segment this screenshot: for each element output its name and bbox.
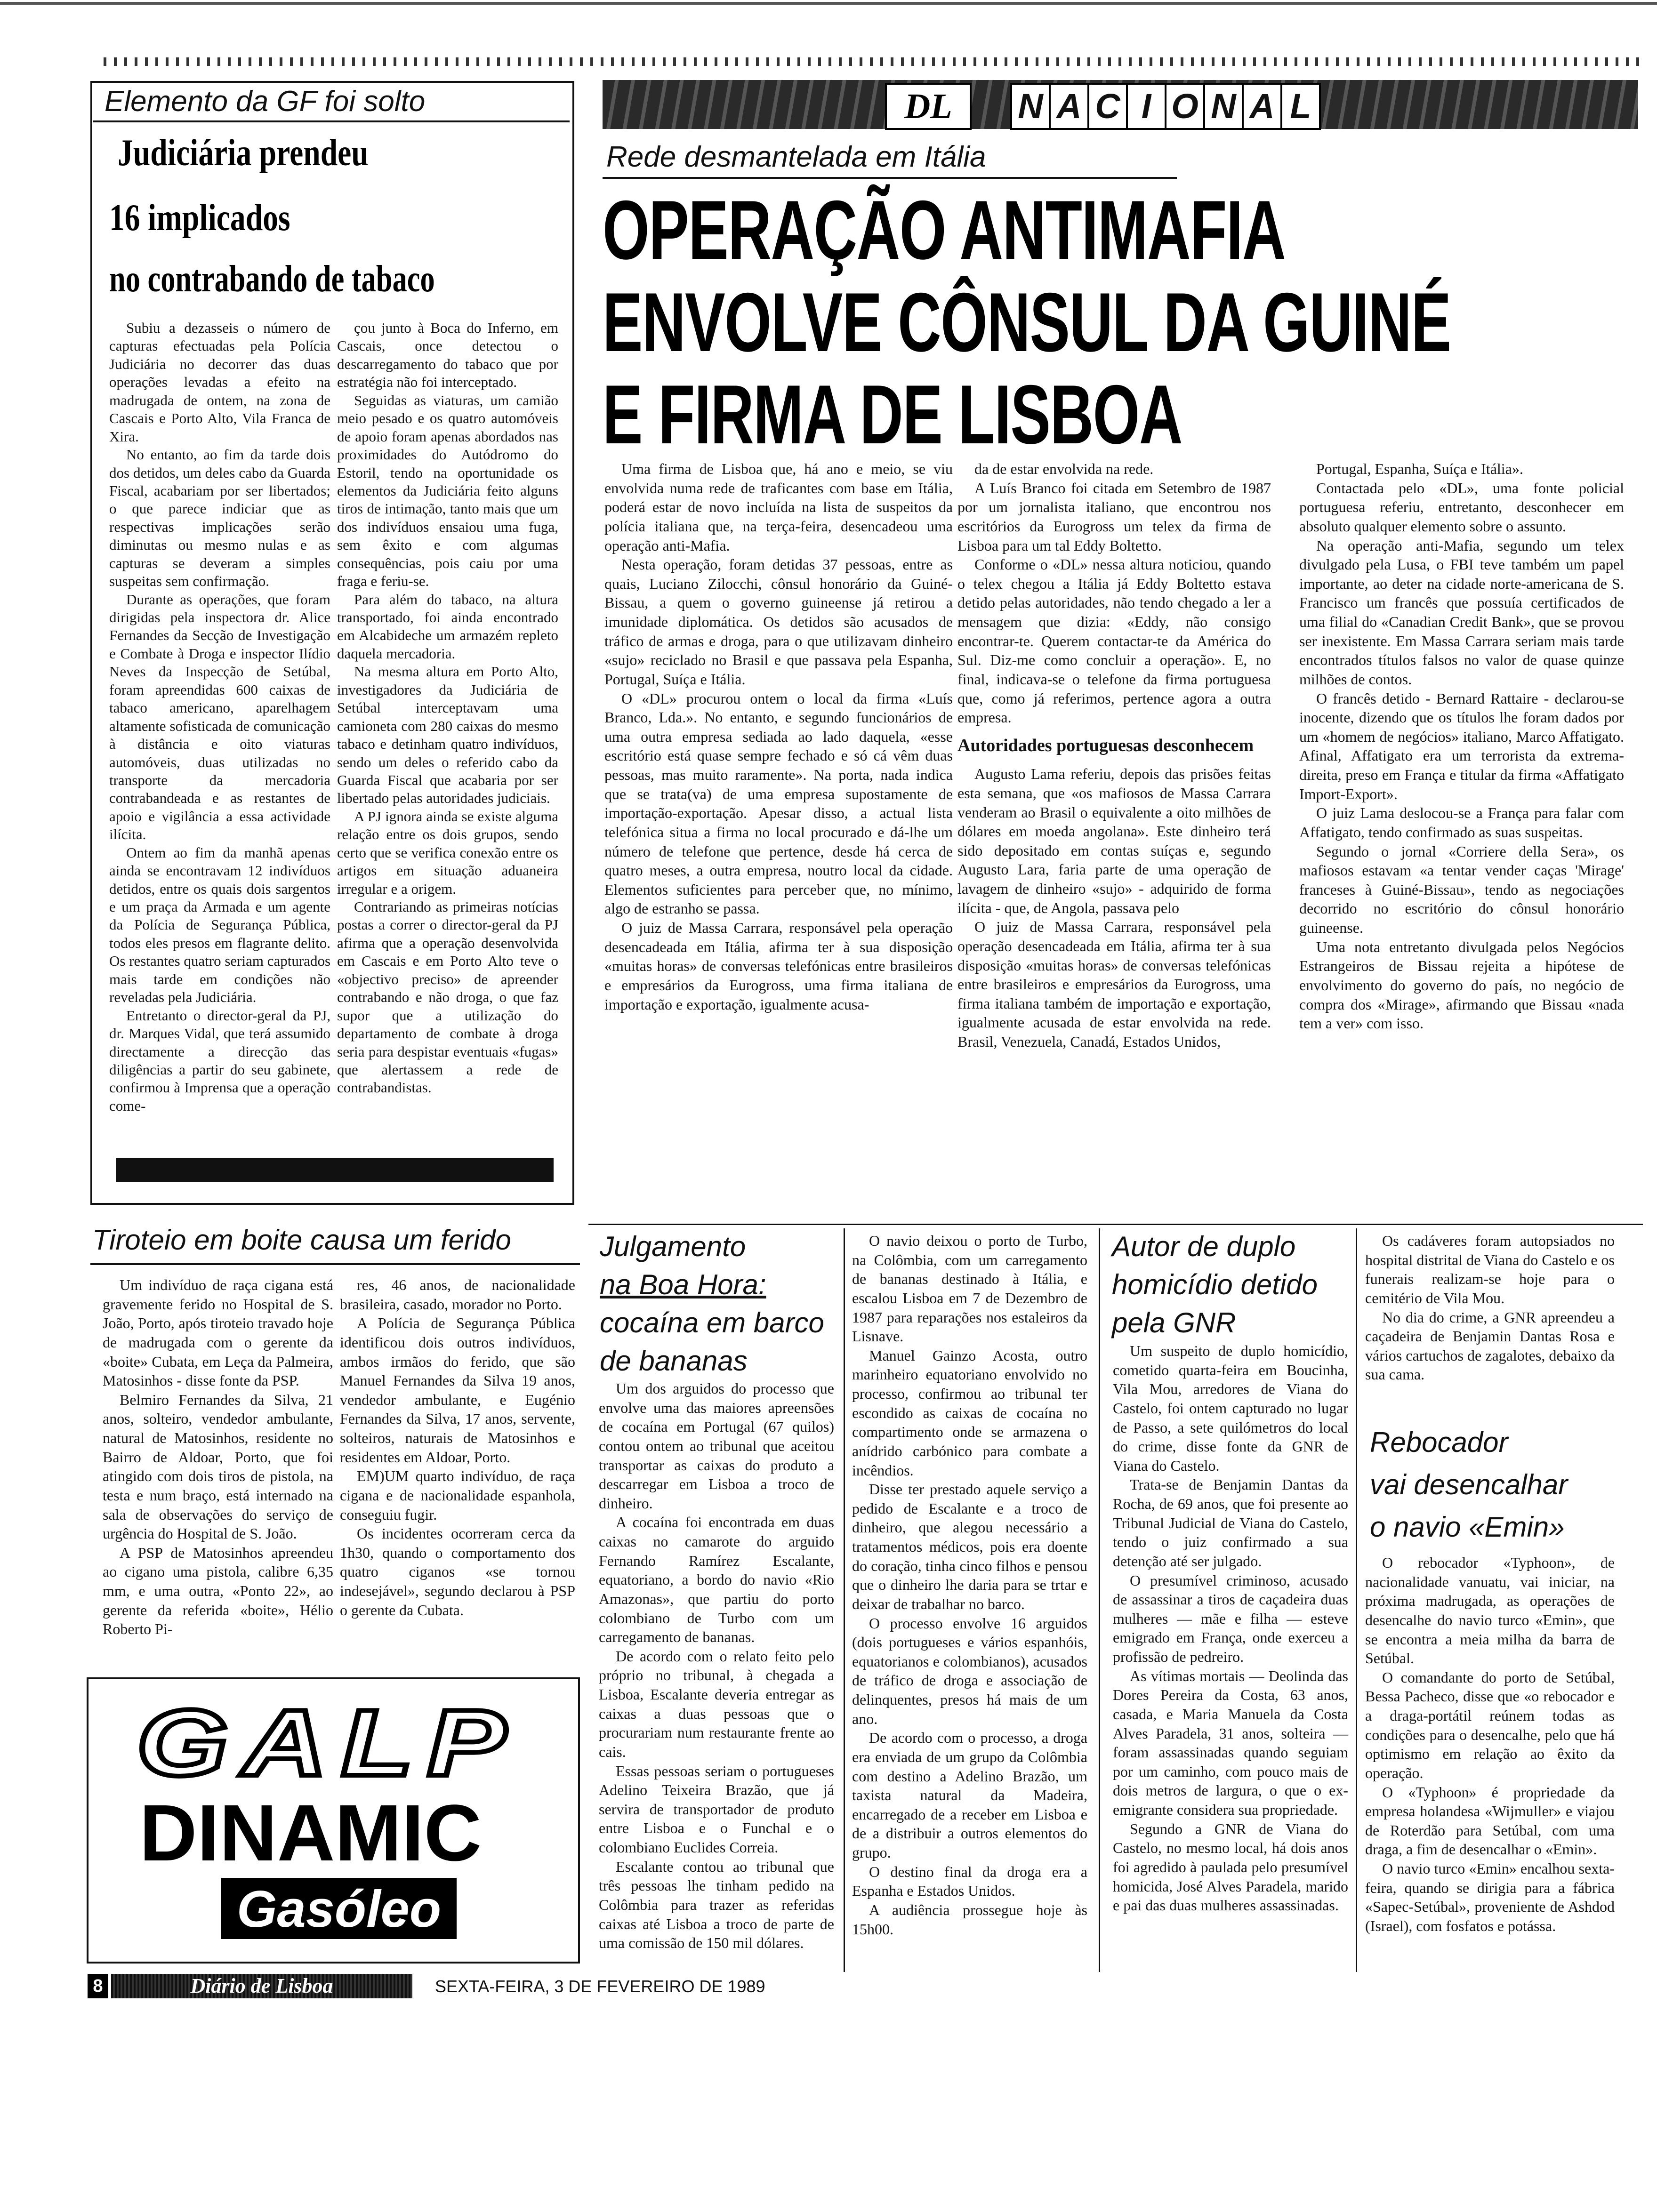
- mafia-paragraph: Na operação anti-Mafia, segundo um telex divulgado pela Lusa, o FBI teve também um papel importante, ao deter na cidade norte-americana de S. Francisco um francês que possuía certificados de uma filial do «Canadian Credit Bank», que se provou ser inexistente. Em Massa Carrara seriam mais tarde encontrados títulos falsos no valor de quase quinze milhões de contos.: [1299, 537, 1624, 688]
- mafia-paragraph: Augusto Lama referiu, depois das prisões feitas esta semana, que «os mafiosos de Massa Carrara venderam ao Brasil o equivalente a oito milhões de dólares em moeda angolana». Este dinheiro terá sido depositado em contas suíças e, segundo Augusto Lara, faria parte de uma operação de lavagem de dinheiro «sujo» - adquirido de forma ilícita - que, de Angola, passava pelo: [957, 765, 1271, 916]
- mafia-column-1: [604, 459, 953, 1014]
- gf-paragraph: Contrariando as primeiras notícias postas a correr o director-geral da PJ afirma que a operação desenvolvida em Cascais e em Porto Alto teve o «objectivo preciso» de apreender contrabando e não droga, o que faz supor que a utilização do departamento de combate à droga seria para despistar eventuais «fugas» que alertassem a rede de contrabandistas.: [337, 898, 558, 1096]
- gnr-paragraph: Um suspeito de duplo homicídio, cometido quarta-feira em Boucinha, Vila Mou, arredores de Viana do Castelo, foi ontem capturado no lugar de Passo, a sete quilómetros do local do crime, disse fonte da GNR de Viana do Castelo.: [1113, 1342, 1348, 1474]
- mafia-paragraph: da de estar envolvida na rede.: [974, 460, 1154, 477]
- gf-kicker: Elemento da GF foi solto: [105, 85, 426, 118]
- page-number: 8: [93, 1976, 103, 1996]
- tiroteio-kicker-rule: [90, 1263, 580, 1265]
- gf-black-bar: [116, 1158, 554, 1182]
- lower-section-rule: [588, 1224, 1643, 1225]
- julgamento-paragraph: De acordo com o relato feito pelo próprio no tribunal, à chegada a Lisboa, Escalante deveria entregar as caixas a duas pessoas que o procurariam num restaurante frente ao cais.: [599, 1647, 834, 1760]
- top-edge-rule: [0, 2, 1657, 5]
- mafia-paragraph: O juiz de Massa Carrara, responsável pela operação desencadeada em Itália, afirma ter à sua disposição «muitas horas» de conversas telefónicas entre brasileiros e empresários da Eurogross, uma firma italiana de importação e exportação, igualmente acusa-: [604, 919, 953, 1013]
- nacional-letter: I: [1126, 83, 1166, 130]
- julgamento-paragraph: Escalante contou ao tribunal que três pessoas lhe tinham pedido na Colômbia para trazer as referidas caixas até Lisboa a troco de parte de uma comissão de 150 mil dólares.: [599, 1858, 834, 1952]
- masthead-text: Diário de Lisboa: [190, 1974, 333, 1997]
- gf-kicker-rule: [93, 120, 570, 122]
- mafia-paragraph: Uma firma de Lisboa que, há ano e meio, se viu envolvida numa rede de traficantes com base em Itália, poderá estar de novo incluída na lista de suspeitos da polícia italiana que, na terça-feira, desencadeou uma operação anti-Mafia.: [604, 460, 953, 554]
- nacional-letter: C: [1087, 83, 1128, 130]
- dl-logo-text: DL: [904, 87, 952, 126]
- mafia-column-2: [957, 459, 1271, 1051]
- rebocador-paragraph: O rebocador «Typhoon», de nacionalidade vanuatu, vai iniciar, na próxima madrugada, as operações de desencalhe do navio turco «Emin», que se encontra a meia milha da barra de Setúbal.: [1365, 1554, 1615, 1667]
- gf-paragraph: Ontem ao fim da manhã apenas ainda se encontravam 12 indivíduos detidos, entre os quais dois sargentos e um praça da Armada e um agente da Polícia de Segurança Pública, todos eles presos em flagrante delito. Os restantes quatro seriam capturados mais tarde em condições não reveladas pela Judiciária.: [109, 844, 331, 1006]
- gnr-paragraph: Os cadáveres foram autopsiados no hospital distrital de Viana do Castelo e os funerais realizam-se hoje para o cemitério de Vila Mou.: [1365, 1232, 1615, 1306]
- rebocador-kicker-line: vai desencalhar: [1370, 1469, 1568, 1500]
- gnr-paragraph: As vítimas mortais — Deolinda das Dores Pereira da Costa, 63 anos, casada, e Maria Manuela da Costa Alves Paradela, 31 anos, solteira — foram assassinadas quando seguiam por um caminho, com pouco mais de dois metros de largura, o que o ex-emigrante considera sua propriedade.: [1113, 1667, 1348, 1818]
- gf-paragraph: Na mesma altura em Porto Alto, investigadores da Judiciária de Setúbal interceptavam uma camioneta com 280 caixas do mesmo tabaco e detinham quatro indivíduos, sendo um deles o referido cabo da Guarda Fiscal que acabaria por ser libertado pelas autoridades judiciais.: [337, 663, 558, 807]
- rebocador-paragraph: O navio turco «Emin» encalhou sexta-feira, quando se dirigia para a fábrica «Sapec-Setúbal», proveniente de Ashdod (Israel), com fosfatos e potássa.: [1365, 1860, 1615, 1934]
- tiroteio-paragraph: res, 46 anos, de nacionalidade brasileira, casado, morador no Porto.: [340, 1276, 575, 1313]
- mafia-paragraph: Segundo o jornal «Corriere della Sera», os mafiosos estavam «a tentar vender caças 'Mirage' franceses à Guiné-Bissau», tendo as negociações decorrido no escritório do cônsul honorário guineense.: [1299, 842, 1624, 936]
- mafia-paragraph: O francês detido - Bernard Rattaire - declarou-se inocente, dizendo que os títulos lhe foram dados por um «homem de negócios» italiano, Marco Affatigato. Afinal, Affatigato era um terrorista da extrema-direita, preso em França e titular da firma «Affatigato Import-Export».: [1299, 689, 1624, 802]
- julgamento-column-divider: [844, 1228, 845, 1972]
- julgamento-paragraph: Essas pessoas seriam o portugueses Adelino Teixeira Brazão, que já servira de transportador de produto entre Lisboa e o Funchal e o colombiano Euclides Correia.: [599, 1762, 834, 1856]
- dl-logo: [885, 83, 972, 130]
- gf-headline-line2: 16 implicados: [109, 197, 290, 239]
- julgamento-column-1: [599, 1379, 834, 1953]
- gf-headline-line1: Judiciária prendeu: [118, 132, 369, 174]
- tiroteio-paragraph: A Polícia de Segurança Pública identificou dois outros indivíduos, ambos irmãos do ferido, que são Manuel Fernandes da Silva 19 anos, vendedor ambulante, e Eugénio Fernandes da Silva, 17 anos, servente, solteiros, naturais de Matosinhos e residentes em Aldoar, Porto.: [340, 1314, 575, 1466]
- tiroteio-paragraph: Belmiro Fernandes da Silva, 21 anos, solteiro, vendedor ambulante, natural de Matosinhos, residente no Bairro de Aldoar, Porto, que foi atingido com dois tiros de pistola, na testa e num braço, está internado na sala de observações do serviço de urgência do Hospital de S. João.: [103, 1391, 333, 1542]
- gnr-kicker-line: homicídio detido: [1112, 1269, 1318, 1300]
- mafia-paragraph: Conforme o «DL» nessa altura noticiou, quando o telex chegou a Itália já Eddy Boltetto estava detido pelas autoridades, não tendo chegado a ler a mensagem que dizia: «Eddy, não consigo encontrar-te. Querem contactar-te da América do Sul. Diz-me como concluir a operação». E, no final, indicava-se o telefone da firma portuguesa que, como já referimos, pertence agora a outra empresa.: [957, 556, 1271, 726]
- julgamento-paragraph: A cocaína foi encontrada em duas caixas no camarote do arguido Fernando Ramírez Escalante, equatoriano, a bordo do navio «Rio Amazonas», que partiu do porto colombiano de Turbo com um carregamento de bananas.: [599, 1514, 834, 1646]
- gf-paragraph: No entanto, ao fim da tarde dois dos detidos, um deles cabo da Guarda Fiscal, acabariam por ser libertados; o que parece indiciar que as respectivas implicações serão diminutas ou mesmo nulas e as capturas se deveram a simples suspeitas sem confirmação.: [109, 446, 330, 590]
- mafia-subheading: Autoridades portuguesas desconhecem: [957, 735, 1254, 755]
- julgamento-paragraph: O navio deixou o porto de Turbo, na Colômbia, com um carregamento de bananas destinado à Itália, e escalou Lisboa em 7 de Dezembro de 1987 para reparações nos estaleiros da Lisnave.: [852, 1232, 1087, 1345]
- gnr-column-divider: [1099, 1228, 1100, 1972]
- tiroteio-paragraph: EM)UM quarto indivíduo, de raça cigana e de nacionalidade espanhola, conseguiu fugir.: [340, 1467, 575, 1523]
- rebocador-kicker-line: o navio «Emin»: [1370, 1511, 1565, 1543]
- mafia-paragraph: Contactada pelo «DL», uma fonte policial portuguesa referiu, entretanto, desconhecer em absoluto qualquer elemento sobre o assunto.: [1299, 479, 1624, 535]
- gf-column-1: [109, 319, 330, 1115]
- nacional-section-label: [1010, 83, 1319, 130]
- gf-paragraph: Durante as operações, que foram dirigidas pela inspectora dr. Alice Fernandes da Secção de Investigação e Combate à Droga e inspector Ilídio Neves da Inspecção de Setúbal, foram apreendidas 600 caixas de tabaco americano, aparelhagem altamente sofisticada de comunicação à distância e oito viaturas automóveis, duas utilizadas no transporte da mercadoria contrabandeada e as restantes de apoio e vigilância a essa actividade ilícita.: [109, 591, 330, 843]
- mafia-paragraph: Portugal, Espanha, Suíça e Itália».: [1316, 460, 1523, 477]
- rebocador-kicker: [1370, 1421, 1624, 1548]
- tiroteio-kicker: Tiroteio em boite causa um ferido: [92, 1224, 511, 1256]
- julgamento-paragraph: A audiência prossegue hoje às 15h00.: [852, 1901, 1087, 1938]
- julgamento-column-2: [852, 1231, 1087, 1939]
- tiroteio-paragraph: Os incidentes ocorreram cerca da 1h30, quando o comportamento dos quatro ciganos «se tornou indesejável», segundo declarou à PSP o gerente da Cubata.: [340, 1525, 575, 1619]
- gf-paragraph: Entretanto o director-geral da PJ, dr. Marques Vidal, que terá assumido directamente a direcção das diligências a partir do seu gabinete, confirmou à Imprensa que a operação come-: [109, 1007, 330, 1114]
- nacional-letter: L: [1280, 83, 1321, 130]
- julgamento-paragraph: Manuel Gainzo Acosta, outro marinheiro equatoriano envolvido no processo, confirmou ao tribunal ter escondido as caixas de cocaína no compartimento onde se armazena o anídrido carbónico para combate a incêndios.: [852, 1346, 1087, 1479]
- julgamento-paragraph: Disse ter prestado aquele serviço a pedido de Escalante e a troco de dinheiro, que alegou necessário a tratamentos médicos, pois era doente do coração, tinha cinco filhos e pensou que o dinheiro lhe daria para se trtar e deixar de trabalhar no barco.: [852, 1481, 1087, 1612]
- gnr-column-2: [1365, 1231, 1615, 1384]
- gnr-kicker: [1112, 1227, 1357, 1342]
- rebocador-kicker-line: Rebocador: [1370, 1427, 1508, 1458]
- gnr-column-1: [1113, 1341, 1348, 1915]
- gf-paragraph: Para além do tabaco, na altura transportado, foi ainda encontrado em Alcabideche um armazém repleto daquela mercadoria.: [337, 591, 558, 662]
- julgamento-paragraph: Um dos arguidos do processo que envolve uma das maiores apreensões de cocaína em Portugal (67 quilos) contou ontem ao tribunal que aceitou transportar as caixas do produto a descarregar em Lisboa a troco de dinheiro.: [599, 1380, 834, 1512]
- footer-date: SEXTA-FEIRA, 3 DE FEVEREIRO DE 1989: [435, 1977, 765, 1996]
- mafia-kicker: Rede desmantelada em Itália: [606, 141, 986, 173]
- top-dotted-strip: [104, 57, 1643, 66]
- mafia-paragraph: Uma nota entretanto divulgada pelos Negócios Estrangeiros de Bissau rejeita a hipótese de envolvimento do governo do país, no negócio de compra dos «Mirage», afirmando que Bissau «nada tem a ver» com isso.: [1299, 938, 1624, 1032]
- nacional-letter: A: [1242, 83, 1282, 130]
- julgamento-kicker-line: cocaína em barco: [600, 1307, 824, 1338]
- julgamento-kicker-line: de bananas: [600, 1345, 748, 1377]
- mafia-column-3: [1299, 459, 1624, 1033]
- julgamento-paragraph: O processo envolve 16 arguidos (dois portugueses e vários espanhóis, equatorianos e colombianos), acusados de tráfico de droga e associação de delinquentes, presos há mais de um ano.: [852, 1614, 1087, 1727]
- rebocador-column: [1365, 1553, 1615, 1936]
- gf-headline-line3: no contrabando de tabaco: [109, 258, 435, 300]
- gf-paragraph: A PJ ignora ainda se existe alguma relação entre os dois grupos, sendo certo que se verifica conexão entre os artigos em situação aduaneira irregular e a origem.: [337, 808, 558, 897]
- gasoleo-text: Gasóleo: [236, 1880, 442, 1938]
- gnr-paragraph: O presumível criminoso, acusado de assassinar a tiros de caçadeira duas mulheres — mãe e filha — esteve emigrado em França, onde exerceu a profissão de pedreiro.: [1113, 1571, 1348, 1665]
- gnr-kicker-line: pela GNR: [1112, 1307, 1236, 1338]
- tiroteio-column-1: [103, 1275, 333, 1639]
- mafia-paragraph: O «DL» procurou ontem o local da firma «Luís Branco, Lda.». No entanto, e segundo funcionários de uma outra empresa sediada ao lado daquela, «esse escritório está quase sempre fechado e só cá vêm duas pessoas, mas muito raramente». Na porta, nada indica que se trata(va) de uma empresa supostamente de importação-exportação. Apesar disso, a actual lista telefónica situa a firma no local procurado e dá-lhe um número de telefone que pertence, desde há cerca de quatro meses, a outra empresa, noutro local da cidade. Elementos suficientes para perceber que, no mínimo, algo de estranho se passa.: [604, 689, 953, 917]
- right-column-divider: [1356, 1228, 1357, 1972]
- rebocador-paragraph: O «Typhoon» é propriedade da empresa holandesa «Wijmuller» e viajou de Roterdão para Setúbal, com uma draga, a fim de desencalhar o «Emin».: [1365, 1783, 1615, 1858]
- julgamento-kicker-line: Julgamento: [600, 1231, 746, 1262]
- gf-column-2: [337, 319, 558, 1097]
- nacional-letter: O: [1165, 83, 1205, 130]
- nacional-letter: A: [1049, 83, 1089, 130]
- tiroteio-paragraph: Um indivíduo de raça cigana está gravemente ferido no Hospital de S. João, Porto, após tiroteio travado hoje de madrugada com o gerente da «boite» Cubata, em Leça da Palmeira, Matosinhos - disse fonte da PSP.: [103, 1276, 333, 1389]
- julgamento-paragraph: De acordo com o processo, a droga era enviada de um grupo da Colômbia com destino a Adelino Brazão, um taxista natural da Madeira, encarregado de a receber em Lisboa e de a distribuir a outros elementos do grupo.: [852, 1729, 1087, 1861]
- mafia-paragraph: O juiz de Massa Carrara, responsável pela operação desencadeada em Itália, afirma ter à sua disposição «muitas horas» de conversas telefónicas entre brasileiros e empresários da Eurogross, uma firma italiana também de importação e exportação, igualmente acusada de estar envolvida na rede. Brasil, Venezuela, Canadá, Estados Unidos,: [957, 918, 1271, 1050]
- mafia-headline-line2: ENVOLVE CÔNSUL DA GUINÉ: [603, 275, 1451, 369]
- dinamic-text: DINAMIC: [139, 1788, 482, 1878]
- mafia-paragraph: Nesta operação, foram detidas 37 pessoas, entre as quais, Luciano Zilocchi, cônsul honorário da Guiné-Bissau, a quem o governo guineense já retirou a imunidade diplomática. Os detidos são acusados de tráfico de armas e droga, para o que utilizavam dinheiro «sujo» reciclado no Brasil e que passava pela Espanha, Portugal, Suíça e Itália.: [604, 556, 953, 688]
- julgamento-paragraph: O destino final da droga era a Espanha e Estados Unidos.: [852, 1863, 1087, 1899]
- rebocador-paragraph: O comandante do porto de Setúbal, Bessa Pacheco, disse que «o rebocador e a draga-portátil reúnem todas as condições para o desencalhe, pelo que há optimismo em relação ao êxito da operação.: [1365, 1668, 1615, 1781]
- mafia-paragraph: O juiz Lama deslocou-se a França para falar com Affatigato, tendo confirmado as suas suspeitas.: [1299, 804, 1624, 841]
- gf-paragraph: Seguidas as viaturas, um camião meio pesado e os quatro automóveis de apoio foram apenas abordados nas proximidades do Autódromo do Estoril, tendo na oportunidade os elementos da Judiciária feito alguns tiros de intimação, tanto mais que um dos indivíduos ensaiou uma fuga, sem êxito e com algumas consequências, pois caiu por uma fraga e feriu-se.: [337, 392, 558, 590]
- tiroteio-paragraph: A PSP de Matosinhos apreendeu ao cigano uma pistola, calibre 6,35 mm, e uma outra, «Ponto 22», ao gerente da referida «boite», Hélio Roberto Pi-: [103, 1544, 333, 1638]
- gnr-kicker-line: Autor de duplo: [1112, 1231, 1296, 1262]
- galp-logo-text: GALP: [137, 1691, 520, 1795]
- nacional-letter: N: [1010, 83, 1051, 130]
- mafia-headline-line3: E FIRMA DE LISBOA: [603, 368, 1182, 461]
- gf-paragraph: Subiu a dezasseis o número de capturas efectuadas pela Polícia Judiciária no decorrer das duas operações levadas a efeito na madrugada de ontem, na zona de Cascais e Porto Alto, Vila Franca de Xira.: [109, 320, 330, 445]
- julgamento-kicker: [600, 1227, 845, 1380]
- mafia-paragraph: A Luís Branco foi citada em Setembro de 1987 por um jornalista italiano, que encontrou nos escritórios da Eurogross um telex da firma de Lisboa para um tal Eddy Boltetto.: [957, 479, 1271, 554]
- masthead-footer: [111, 1974, 412, 1998]
- gnr-paragraph: Trata-se de Benjamin Dantas da Rocha, de 69 anos, que foi presente ao Tribunal Judicial de Viana do Castelo, tendo o juiz confirmado a sua detenção até ser julgado.: [1113, 1476, 1348, 1570]
- mafia-headline-line1: OPERAÇÃO ANTIMAFIA: [603, 183, 1286, 277]
- gf-paragraph: çou junto à Boca do Inferno, em Cascais, once detectou o descarregamento do tabaco que por estratégia não foi interceptado.: [337, 320, 558, 391]
- page-number-box: [88, 1974, 108, 1998]
- julgamento-kicker-line: na Boa Hora:: [600, 1269, 766, 1300]
- nacional-letter: N: [1203, 83, 1244, 130]
- gnr-paragraph: No dia do crime, a GNR apreendeu a caçadeira de Benjamin Dantas Rosa e vários cartuchos de zagalotes, debaixo da sua cama.: [1365, 1308, 1615, 1383]
- tiroteio-column-2: [340, 1275, 575, 1619]
- mafia-kicker-rule: [603, 177, 1177, 179]
- gnr-paragraph: Segundo a GNR de Viana do Castelo, no mesmo local, há dois anos foi agredido à paulada pelo presumível homicida, José Alves Paradela, marido e pai das duas mulheres assassinadas.: [1113, 1820, 1348, 1914]
